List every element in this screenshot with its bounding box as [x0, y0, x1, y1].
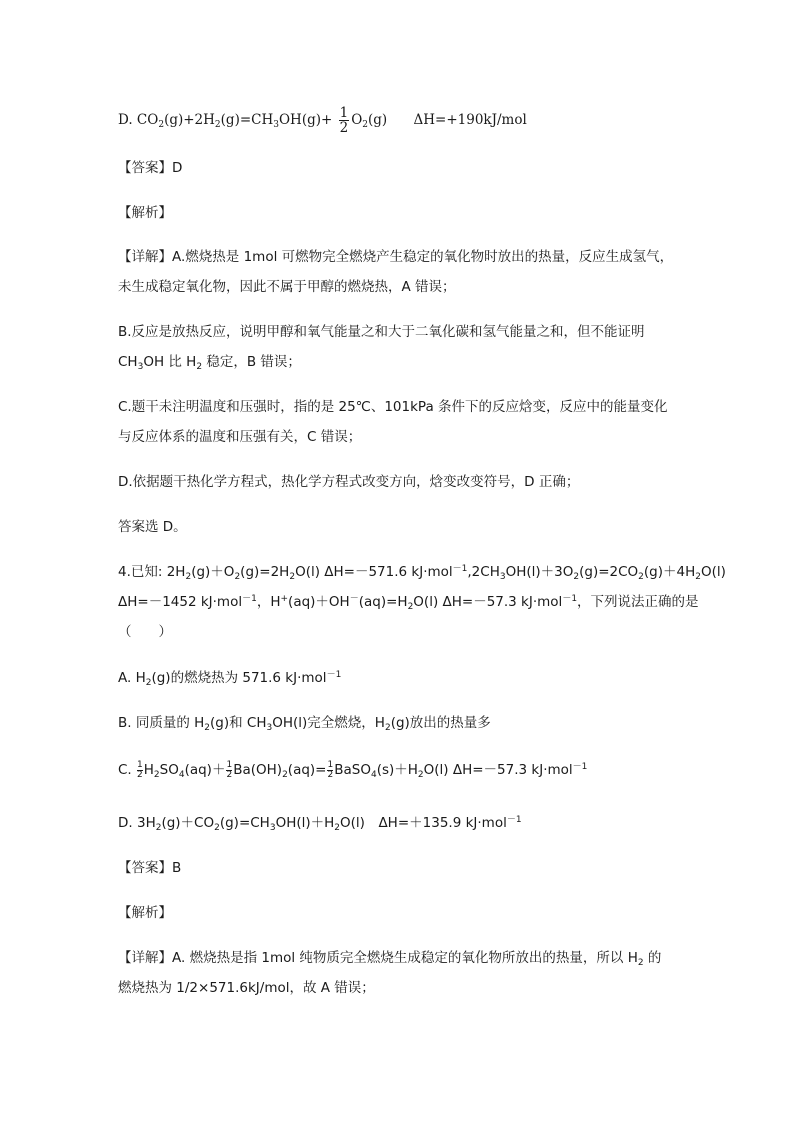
q3-option-d: D. $CO_2(g)+2H_2(g)=CH_3OH(g)+$ $\frac{1}{2}$ $O_2(g)$ ΔH=+190kJ/mol	[118, 105, 527, 136]
q3-detail-b-line2: $CH_3OH$ 比 $H_2$ 稳定，B 错误；	[118, 354, 301, 372]
q4-answer: 【答案】B	[118, 860, 182, 876]
q4-analysis-label: 【解析】	[118, 905, 172, 921]
q4-detail-line1: 【详解】A. 燃烧热是指 1mol 纯物质完全燃烧生成稳定的氧化物所放出的热量，所以 $H_2$ 的	[118, 950, 662, 968]
q3-answer: 【答案】D	[118, 160, 183, 176]
q3-conclusion: 答案选 D。	[118, 519, 187, 535]
fraction-one-half: $\frac{1}{2}$	[339, 105, 349, 136]
q4-detail-line2: 燃烧热为 1/2×571.6kJ/mol，故 A 错误；	[118, 980, 375, 996]
q4-option-c: C. $\frac{1}{2}$ $H_2SO_4(aq)+$ $\frac{1}{2}$ $Ba(OH)_2(aq)=$ $\frac{1}{2}$ $BaSO_4(s)+H_2O(l)$ ΔH=－57.3 kJ·mol$^{-1}$	[118, 759, 588, 780]
q4-option-a: A. $H_2(g)$的燃烧热为 571.6 kJ·mol$^{-1}$	[118, 670, 342, 688]
q3-detail-b-line1: B.反应是放热反应，说明甲醇和氧气能量之和大于二氧化碳和氢气能量之和，但不能证明	[118, 324, 645, 340]
q3-detail-c-line2: 与反应体系的温度和压强有关，C 错误；	[118, 429, 362, 445]
q4-answer-parens: （ ）	[118, 624, 172, 640]
fraction-one-half: $\frac{1}{2}$	[226, 759, 233, 780]
q3-detail-line1: 【详解】A.燃烧热是 1mol 可燃物完全燃烧产生稳定的氧化物时放出的热量，反应生成氢气，	[118, 249, 674, 265]
fraction-one-half: $\frac{1}{2}$	[327, 759, 334, 780]
q3-detail-c-line1: C.题干未注明温度和压强时，指的是 25℃、101kPa 条件下的反应焓变，反应中的能量变化	[118, 399, 668, 415]
fraction-one-half: $\frac{1}{2}$	[137, 759, 143, 780]
q3-detail-line2: 未生成稳定氧化物，因此不属于甲醇的燃烧热，A 错误；	[118, 279, 456, 295]
q3-detail-d-line: D.依据题干热化学方程式，热化学方程式改变方向，焓变改变符号，D 正确；	[118, 474, 580, 490]
q3-analysis-label: 【解析】	[118, 205, 172, 221]
q4-stem-line1: 4.已知: $2H_2(g)+O_2(g)=2H_2O(l)$ ΔH=－571.6 $kJ\cdot mol^{-1},2CH_3OH(l)+3O_2(g)=2CO_2(g)+4H_2O(l)$	[118, 564, 726, 582]
q4-option-b: B. 同质量的 $H_2(g)$和 $CH_3OH(l)$完全燃烧，$H_2(g)$放出的热量多	[118, 715, 491, 733]
q4-stem-line2: ΔH=－1452 kJ·mol$^{-1}$，$H^+(aq)+OH^-(aq)=H_2O(l)$ ΔH=－57.3 kJ·mol$^{-1}$，下列说法正确的是	[118, 594, 699, 612]
q4-option-d: D. $3H_2(g)+CO_2(g)=CH_3OH(l)+H_2O(l)$ ΔH=＋135.9 kJ·mol$^{-1}$	[118, 815, 522, 833]
